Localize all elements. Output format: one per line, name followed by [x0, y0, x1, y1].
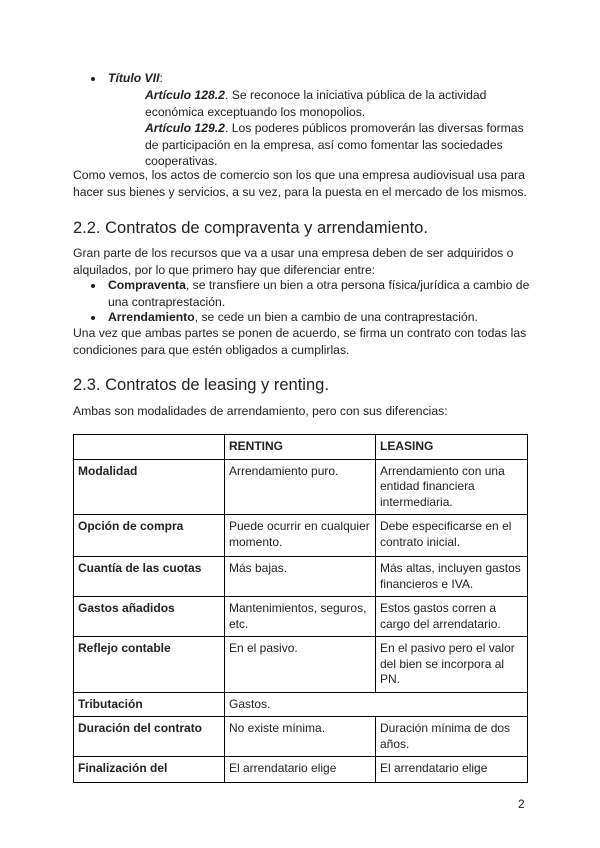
- paragraph-line: alquilados, por lo que primero hay que diferenciar entre:: [73, 262, 376, 277]
- definition: una contraprestación.: [108, 294, 226, 309]
- table-row: [74, 757, 528, 783]
- titulo-vii-line: [108, 70, 163, 87]
- table-header-cell: RENTING: [225, 435, 376, 460]
- row-label: Tributación: [74, 692, 225, 717]
- row-label: Opción de compra: [74, 515, 225, 557]
- section-2-2-paragraph: [73, 245, 533, 278]
- paragraph-line: hacer sus bienes y servicios, a su vez, para la puesta en el mercado de los mismos.: [73, 184, 527, 199]
- table-header-cell: LEASING: [376, 435, 528, 460]
- paragraph-line: Gran parte de los recursos que va a usar una empresa deben de ser adquiridos o: [73, 246, 514, 260]
- renting-cell: Puede ocurrir en cualquier momento.: [225, 515, 376, 557]
- table-row: [74, 557, 528, 597]
- article-ref: Artículo 128.2: [145, 88, 225, 102]
- bullet-icon: [91, 284, 95, 288]
- paragraph-line: Como vemos, los actos de comercio son los que una empresa audiovisual usa para: [73, 168, 525, 182]
- section-2-2-closing: [73, 325, 533, 358]
- titulo-vii-suffix: :: [159, 71, 163, 85]
- article-text: cooperativas.: [145, 154, 218, 168]
- paragraph-line: Una vez que ambas partes se ponen de acuerdo, se firma un contrato con todas las: [73, 326, 527, 340]
- article-129-2: [145, 120, 530, 170]
- table-row: [74, 637, 528, 693]
- table-header-cell: [74, 435, 225, 460]
- article-ref: Artículo 129.2: [145, 121, 225, 135]
- section-heading-2-2: 2.2. Contratos de compraventa y arrendamiento.: [73, 219, 428, 237]
- term: Compraventa: [108, 278, 186, 292]
- article-128-2: [145, 87, 530, 120]
- list-item-compraventa: [108, 277, 538, 310]
- bullet-icon: [91, 316, 95, 320]
- article-text: económica exceptuando los monopolios.: [145, 104, 366, 119]
- row-label: Modalidad: [74, 459, 225, 515]
- leasing-cell: Duración mínima de dos años.: [376, 717, 528, 757]
- bullet-icon: [91, 77, 95, 81]
- section-2-3-paragraph: Ambas son modalidades de arrendamiento, pero con sus diferencias:: [73, 404, 448, 418]
- leasing-cell: Más altas, incluyen gastos financieros e IVA.: [376, 557, 528, 597]
- titulo-vii-label: Título VII: [108, 71, 160, 85]
- leasing-cell: Arrendamiento con una entidad financiera intermediaria.: [376, 459, 528, 515]
- table-row: [74, 692, 528, 717]
- renting-cell: En el pasivo.: [225, 637, 376, 693]
- definition: , se transfiere un bien a otra persona física/jurídica a cambio de: [185, 278, 530, 292]
- row-label: Finalización del: [74, 757, 225, 783]
- article-text: de participación en la empresa, así como fomentar las sociedades: [145, 137, 503, 152]
- paragraph-line: condiciones para que estén obligados a cumplirlas.: [73, 342, 350, 357]
- row-label: Reflejo contable: [74, 637, 225, 693]
- leasing-cell: En el pasivo pero el valor del bien se incorpora al PN.: [376, 637, 528, 693]
- section-heading-2-3: 2.3. Contratos de leasing y renting.: [73, 376, 329, 394]
- table-row: [74, 717, 528, 757]
- article-text: . Se reconoce la iniciativa pública de la actividad: [224, 88, 487, 102]
- row-label: Gastos añadidos: [74, 597, 225, 637]
- table-row: [74, 597, 528, 637]
- merged-cell: Gastos.: [225, 692, 528, 717]
- table-row: [74, 515, 528, 557]
- row-label: Cuantía de las cuotas: [74, 557, 225, 597]
- leasing-cell: Estos gastos corren a cargo del arrendatario.: [376, 597, 528, 637]
- table-header-row: [74, 435, 528, 460]
- leasing-cell: El arrendatario elige: [376, 757, 528, 783]
- row-label: Duración del contrato: [74, 717, 225, 757]
- renting-cell: Arrendamiento puro.: [225, 459, 376, 515]
- term: Arrendamiento: [108, 310, 195, 324]
- renting-cell: El arrendatario elige: [225, 757, 376, 783]
- leasing-cell: Debe especificarse en el contrato inicial.: [376, 515, 528, 557]
- intro-paragraph: [73, 167, 533, 200]
- table-row: [74, 459, 528, 515]
- renting-cell: No existe mínima.: [225, 717, 376, 757]
- page-number: 2: [518, 797, 525, 811]
- renting-cell: Más bajas.: [225, 557, 376, 597]
- list-item-arrendamiento: [108, 309, 478, 326]
- comparison-table: [73, 434, 528, 783]
- renting-cell: Mantenimientos, seguros, etc.: [225, 597, 376, 637]
- definition: , se cede un bien a cambio de una contraprestación.: [194, 310, 478, 324]
- article-text: . Los poderes públicos promoverán las diversas formas: [224, 121, 524, 135]
